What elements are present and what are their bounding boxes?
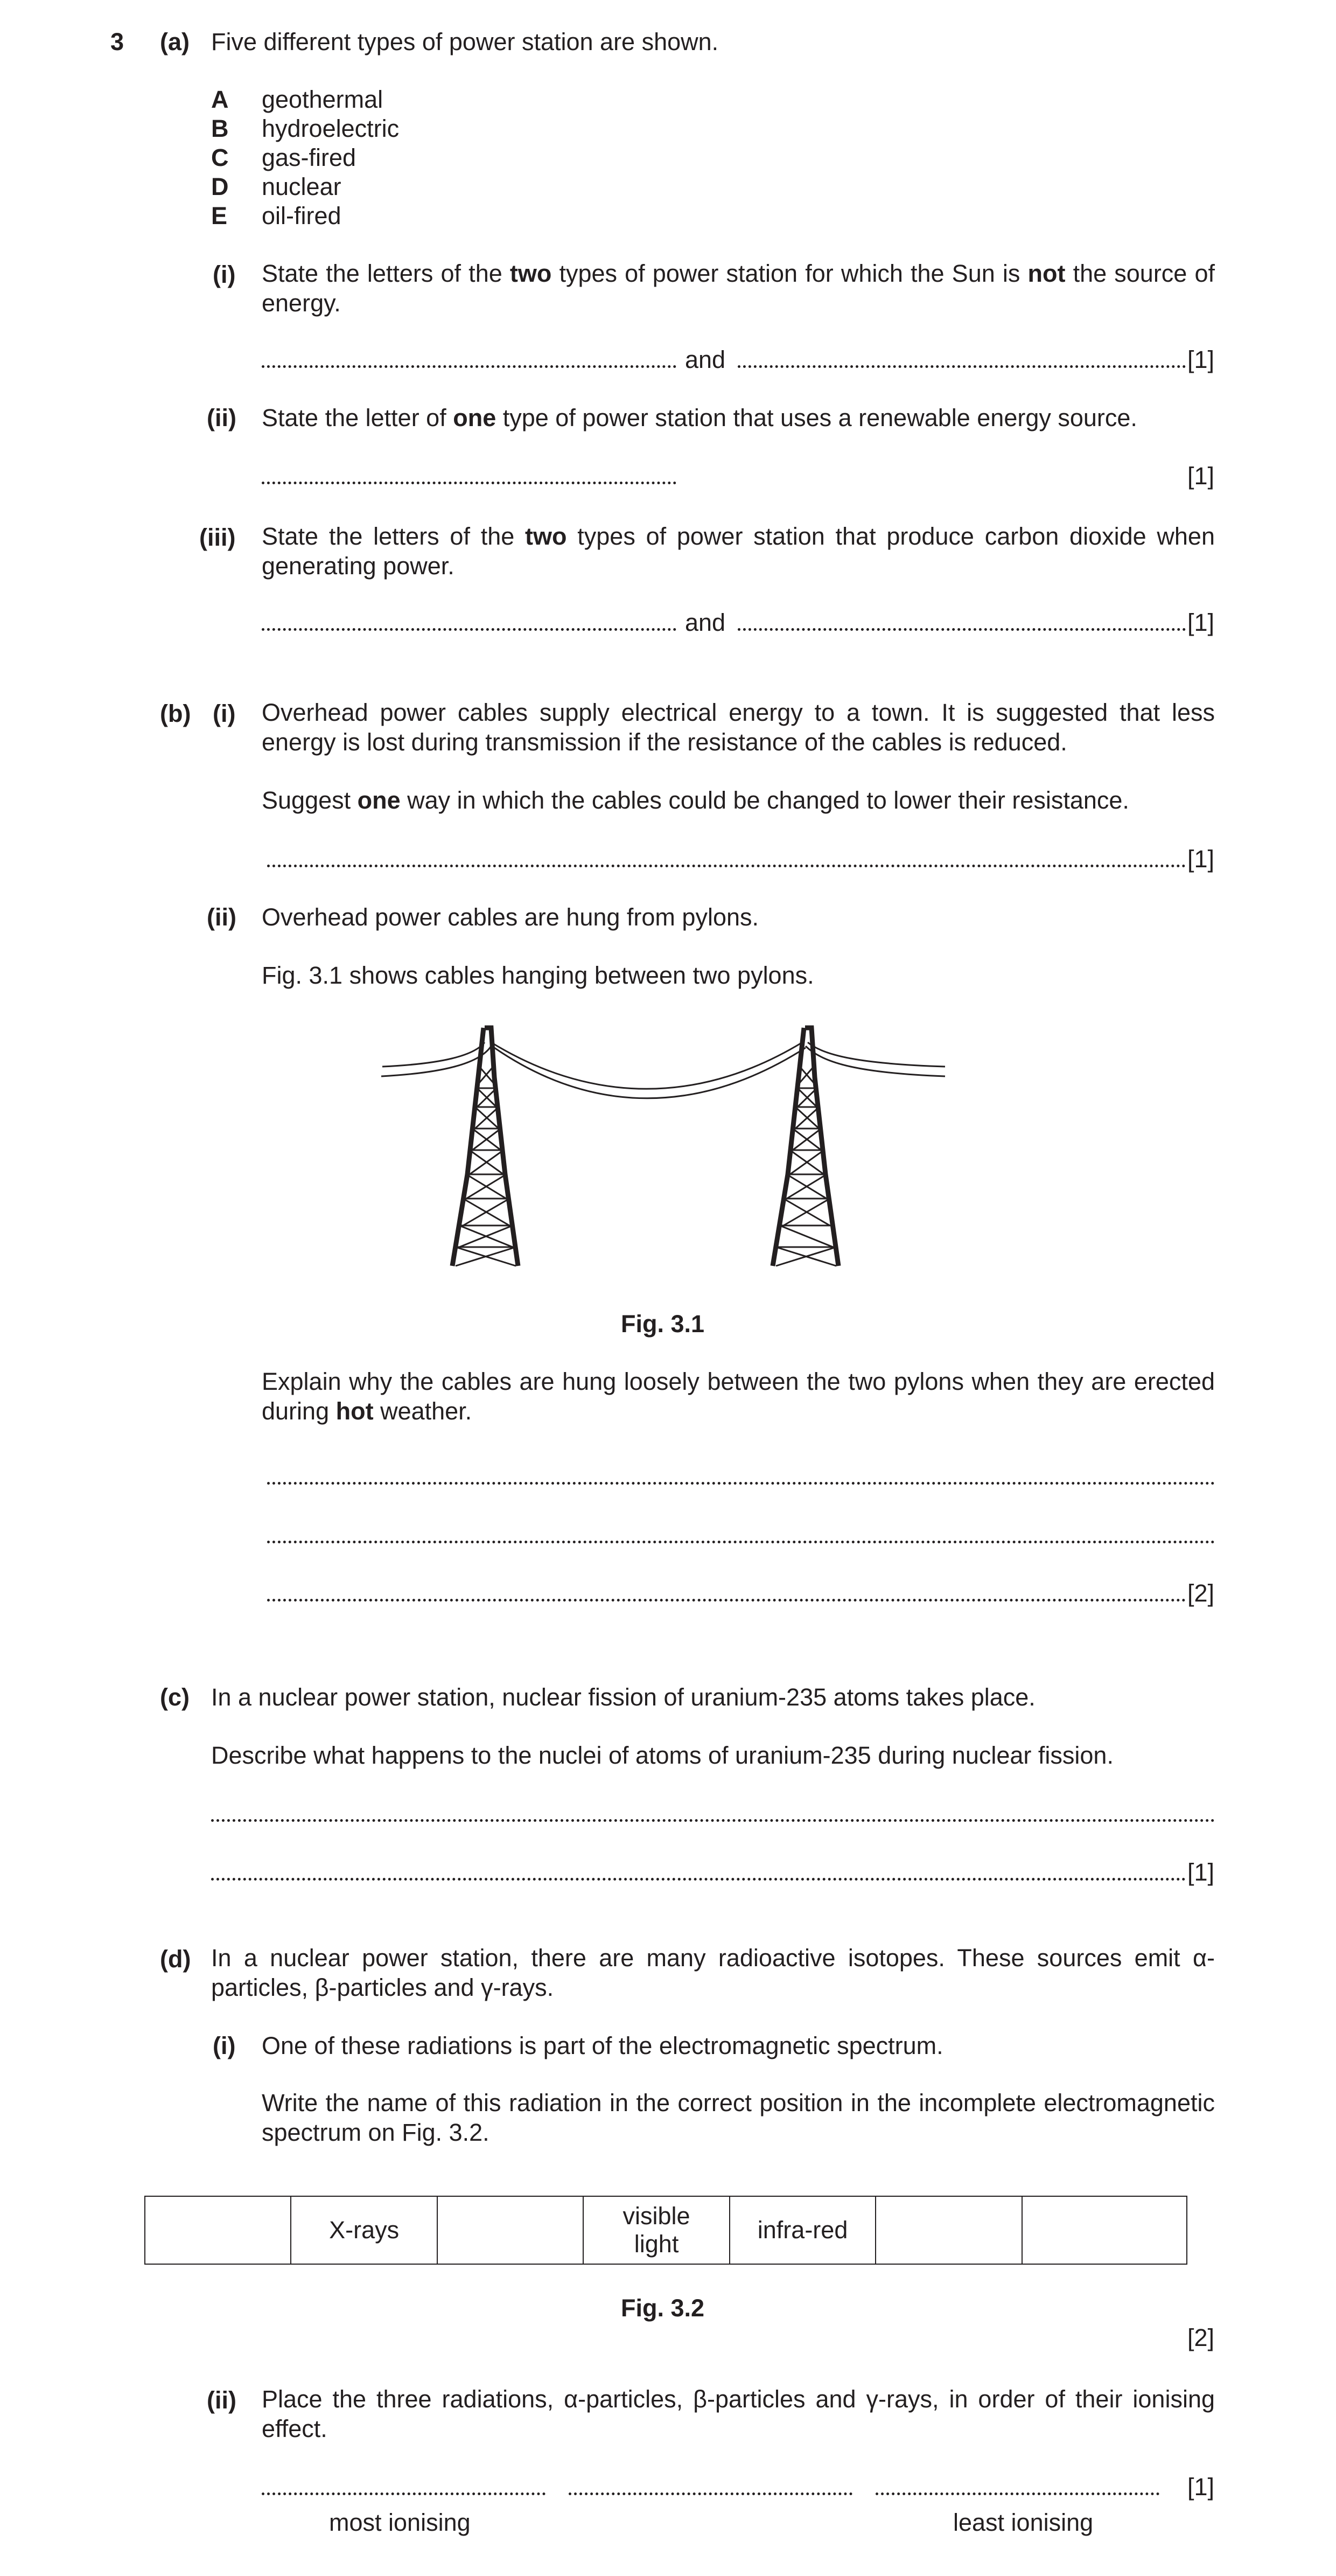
least-ionising-label: least ionising [953, 2509, 1094, 2536]
spectrum-cell-infra-red: infra-red [730, 2197, 876, 2264]
spectrum-cell[interactable] [438, 2197, 584, 2264]
part-d-label: (d) [160, 1945, 191, 1973]
part-d-i-label: (i) [213, 2032, 236, 2059]
spectrum-cell[interactable] [876, 2197, 1022, 2264]
answer-line[interactable] [262, 628, 676, 631]
answer-line[interactable] [262, 482, 676, 484]
part-a-label: (a) [160, 28, 190, 55]
answer-line[interactable] [738, 365, 1186, 368]
em-spectrum-table [144, 2196, 1187, 2265]
part-d-i-question: Write the name of this radiation in the correct position in the incomplete electromagnetic spectrum on Fig. 3.2. [262, 2089, 1215, 2146]
answer-line[interactable] [267, 1541, 1215, 1543]
spectrum-cell[interactable] [145, 2197, 291, 2264]
part-a-iii-question: State the letters of the two types of power station that produce carbon dioxide when generating power. [262, 523, 1215, 580]
part-a-ii-label: (ii) [207, 404, 236, 431]
fig-3-2-caption: Fig. 3.2 [621, 2294, 705, 2322]
pylon-right [773, 1028, 838, 1266]
part-b-i-question: Overhead power cables supply electrical energy to a town. It is suggested that less energy is lost during transmission if the resistance of the cables is reduced. [262, 699, 1215, 756]
part-b-label: (b) [160, 700, 191, 727]
part-a-intro: Five different types of power station are shown. [211, 28, 719, 55]
pylons-figure [377, 1013, 953, 1271]
station-name: oil-fired [262, 202, 341, 229]
station-letter: B [211, 115, 229, 142]
answer-line[interactable] [211, 1819, 1215, 1822]
answer-line-most[interactable] [262, 2493, 545, 2495]
question-number: 3 [110, 28, 124, 55]
answer-line[interactable] [738, 628, 1186, 631]
marks: [2] [1187, 1579, 1215, 1607]
part-d-ii-question: Place the three radiations, α-particles, β-particles and γ-rays, in order of their ionising effect. [262, 2385, 1215, 2442]
station-letter: A [211, 86, 229, 113]
station-letter: E [211, 202, 228, 229]
answer-line[interactable] [267, 865, 1186, 867]
marks: [2] [1187, 2324, 1215, 2351]
answer-line-middle[interactable] [569, 2493, 852, 2495]
most-ionising-label: most ionising [329, 2509, 471, 2536]
answer-line[interactable] [267, 1599, 1186, 1602]
part-c-label: (c) [160, 1683, 190, 1711]
marks: [1] [1187, 462, 1215, 490]
fig-3-1-caption: Fig. 3.1 [621, 1310, 705, 1338]
part-b-i-label: (i) [213, 700, 236, 727]
answer-line[interactable] [267, 1482, 1215, 1485]
part-b-ii-label: (ii) [207, 903, 236, 931]
marks: [1] [1187, 609, 1215, 636]
part-c-text: In a nuclear power station, nuclear fission of uranium-235 atoms takes place. [211, 1683, 1036, 1711]
station-name: hydroelectric [262, 115, 400, 142]
marks: [1] [1187, 2473, 1215, 2501]
answer-line[interactable] [262, 365, 676, 368]
and-text: and [685, 346, 726, 373]
part-a-i-question: State the letters of the two types of power station for which the Sun is not the source of energy. [262, 260, 1215, 317]
part-b-ii-text: Overhead power cables are hung from pylons. [262, 903, 759, 931]
station-name: geothermal [262, 86, 383, 113]
part-b-i-suggest: Suggest one way in which the cables could be changed to lower their resistance. [262, 786, 1129, 814]
part-d-i-text: One of these radiations is part of the electromagnetic spectrum. [262, 2032, 943, 2059]
answer-line-least[interactable] [876, 2493, 1159, 2495]
part-c-question: Describe what happens to the nuclei of atoms of uranium-235 during nuclear fission. [211, 1742, 1114, 1769]
and-text: and [685, 609, 726, 636]
spectrum-cell[interactable] [1023, 2197, 1186, 2264]
marks: [1] [1187, 1858, 1215, 1886]
marks: [1] [1187, 346, 1215, 373]
station-name: nuclear [262, 173, 341, 200]
part-a-iii-label: (iii) [199, 524, 236, 551]
spectrum-cell-x-rays: X-rays [291, 2197, 437, 2264]
station-letter: C [211, 144, 229, 171]
station-letter: D [211, 173, 229, 200]
station-name: gas-fired [262, 144, 356, 171]
part-a-i-label: (i) [213, 261, 236, 288]
part-a-ii-question: State the letter of one type of power station that uses a renewable energy source. [262, 404, 1137, 431]
part-b-ii-fig-ref: Fig. 3.1 shows cables hanging between two pylons. [262, 962, 814, 989]
answer-line[interactable] [211, 1878, 1186, 1881]
part-d-ii-label: (ii) [207, 2386, 236, 2414]
part-d-text: In a nuclear power station, there are many radioactive isotopes. These sources emit α-particles, β-particles and γ-rays. [211, 1944, 1215, 2001]
part-b-ii-explain: Explain why the cables are hung loosely between the two pylons when they are erected during hot weather. [262, 1368, 1215, 1425]
marks: [1] [1187, 845, 1215, 873]
spectrum-cell-visible-light: visible light [584, 2197, 730, 2264]
